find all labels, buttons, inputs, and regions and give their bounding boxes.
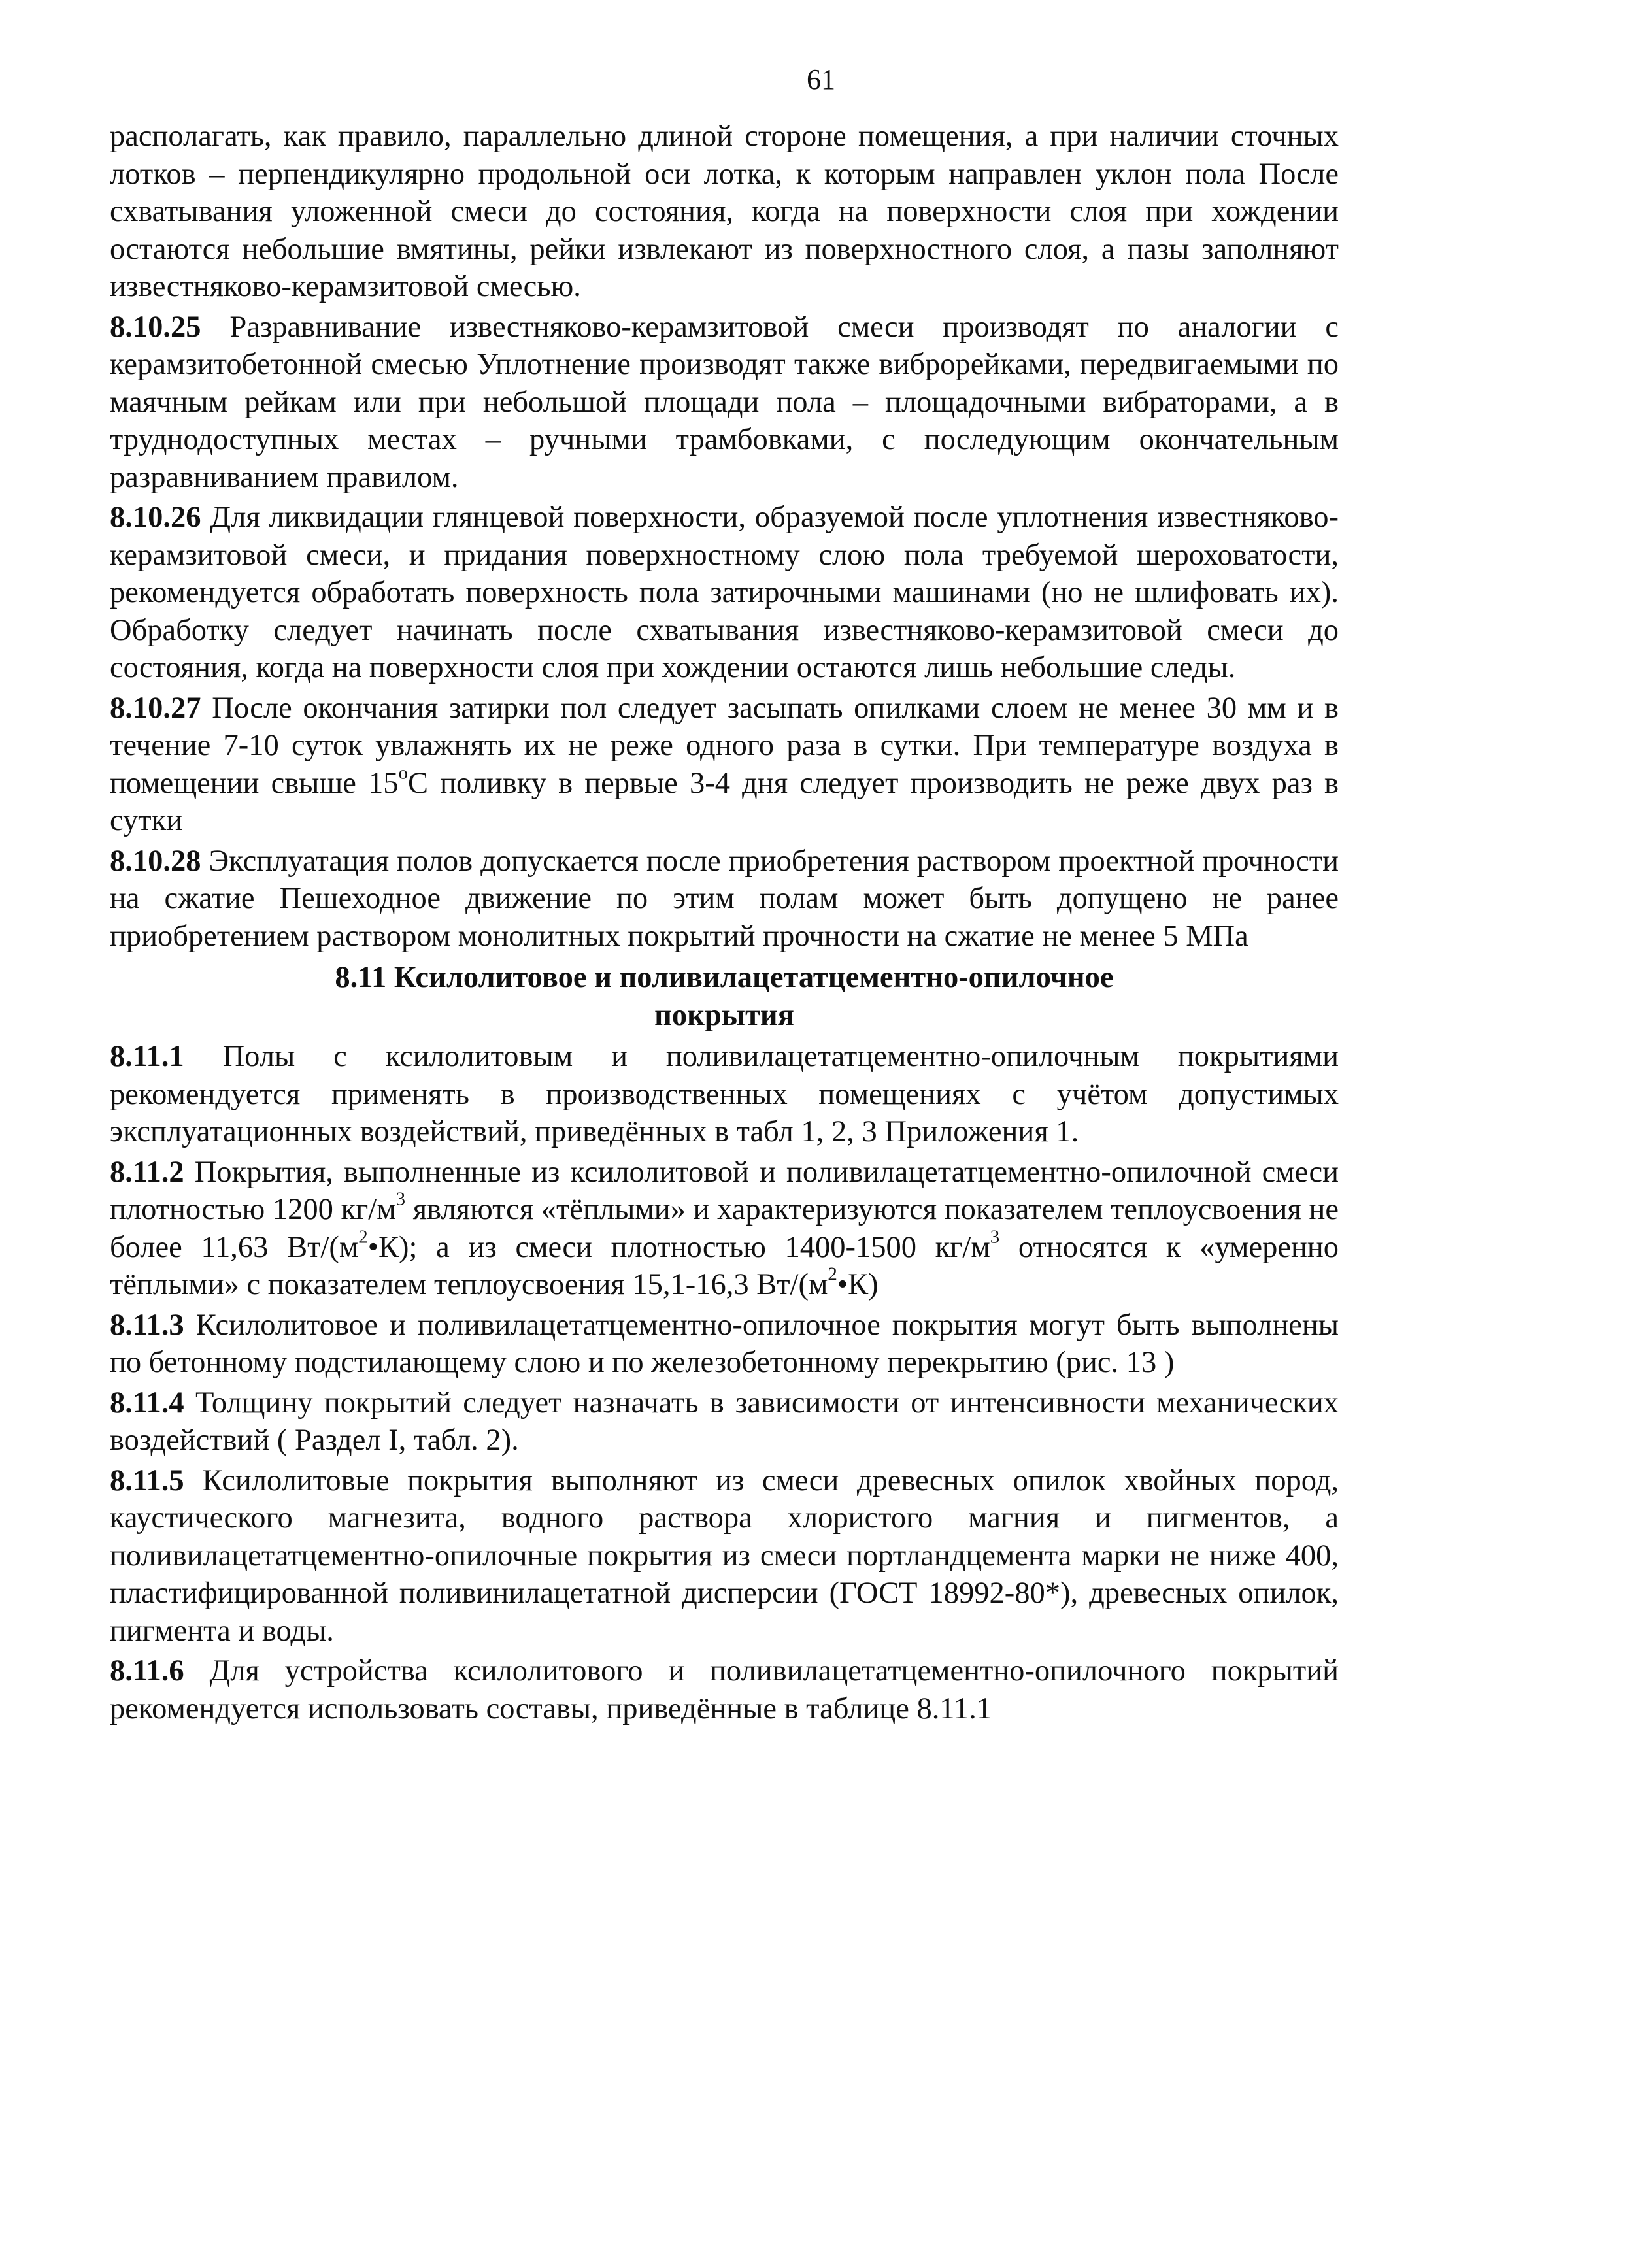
superscript: 2 bbox=[358, 1226, 368, 1247]
section-heading bbox=[110, 959, 1339, 1034]
paragraph-text: Толщину покрытий следует назначать в зависимости от интенсивности механических воздействий ( Раздел I, табл. 2). bbox=[110, 1386, 1339, 1457]
clause-number: 8.10.27 bbox=[110, 691, 201, 725]
superscript: 3 bbox=[395, 1188, 406, 1210]
clause-number: 8.11.1 bbox=[110, 1040, 184, 1073]
superscript: 3 bbox=[990, 1226, 1000, 1247]
paragraph-text: •К); а из смеси плотностью 1400-1500 кг/м bbox=[367, 1230, 990, 1264]
paragraph-text: •К) bbox=[837, 1268, 879, 1301]
paragraph-8-11-1 bbox=[110, 1038, 1339, 1151]
clause-number: 8.11.4 bbox=[110, 1386, 184, 1420]
paragraph-text: Для устройства ксилолитового и поливилацетатцементно-опилочного покрытий рекомендуется использовать составы, приведённые в таблице 8.11.1 bbox=[110, 1654, 1339, 1726]
paragraph-text: относятся к «умеренно тёплыми» с показателем теплоусвоения 15,1-16,3 Вт/(м bbox=[110, 1230, 1339, 1301]
paragraph-8-10-25 bbox=[110, 309, 1339, 497]
paragraph-text: Разравнивание известняково-керамзитовой смеси производят по аналогии с керамзитобетонной смесью Уплотнение производят также виброрейками, передвигаемыми по маячным рейкам или при небольшой площади пола – площадочными вибраторами, а в труднодоступных местах – ручными трамбовками, с последующим окончательным разравниванием правилом. bbox=[110, 310, 1339, 494]
paragraph-8-11-6 bbox=[110, 1652, 1339, 1727]
paragraph-text: Эксплуатация полов допускается после приобретения раствором проектной прочности на сжатие Пешеходное движение по этим полам может быть допущено не ранее приобретением раствором монолитных покрытий прочности на сжатие не менее 5 МПа bbox=[110, 844, 1339, 953]
superscript: 2 bbox=[828, 1263, 837, 1285]
paragraph-8-11-3 bbox=[110, 1307, 1339, 1382]
paragraph-text: Ксилолитовое и поливилацетатцементно-опилочное покрытия могут быть выполнены по бетонному подстилающему слою и по железобетонному перекрытию (рис. 13 ) bbox=[110, 1308, 1339, 1379]
paragraph-text: располагать, как правило, параллельно длиной стороне помещения, а при наличии сточных лотков – перпендикулярно продольной оси лотка, к которым направлен уклон пола После схватывания уложенной смеси до состояния, когда на поверхности слоя при хождении остаются небольшие вмятины, рейки извлекают из поверхностного слоя, а пазы заполняют известняково-керамзитовой смесью. bbox=[110, 120, 1339, 303]
clause-number: 8.10.26 bbox=[110, 501, 201, 534]
paragraph-8-11-4 bbox=[110, 1384, 1339, 1459]
paragraph-text: Покрытия, выполненные из ксилолитовой и поливилацетатцементно-опилочной смеси плотностью 1200 кг/м bbox=[110, 1155, 1339, 1226]
paragraph-8-10-26 bbox=[110, 499, 1339, 687]
page-number: 61 bbox=[807, 63, 835, 95]
clause-number: 8.11.2 bbox=[110, 1155, 184, 1189]
degree-superscript: o bbox=[398, 761, 408, 783]
paragraph-8-10-27 bbox=[110, 690, 1339, 840]
clause-number: 8.11.6 bbox=[110, 1654, 184, 1688]
paragraph-8-11-2 bbox=[110, 1154, 1339, 1304]
paragraph-text: С поливку в первые 3-4 дня следует производить не реже двух раз в сутки bbox=[110, 766, 1339, 837]
clause-number: 8.11.3 bbox=[110, 1308, 184, 1342]
clause-number: 8.11.5 bbox=[110, 1463, 184, 1497]
paragraph-text: Ксилолитовые покрытия выполняют из смеси древесных опилок хвойных пород, каустического магнезита, водного раствора хлористого магния и пигментов, а поливилацетатцементно-опилочные покрытия из смеси портландцемента марки не ниже 400, пластифицированной поливинилацетатной дисперсии (ГОСТ 18992-80*), древесных опилок, пигмента и воды. bbox=[110, 1463, 1339, 1648]
document-body bbox=[110, 118, 1339, 1730]
paragraph-text: Для ликвидации глянцевой поверхности, образуемой после уплотнения известняково-керамзитовой смеси, и придания поверхностному слою пола требуемой шероховатости, рекомендуется обработать поверхность пола затирочными машинами (но не шлифовать их). Обработку следует начинать после схватывания известняково-керамзитовой смеси до состояния, когда на поверхности слоя при хождении остаются лишь небольшие следы. bbox=[110, 501, 1339, 684]
paragraph-continuation bbox=[110, 118, 1339, 306]
clause-number: 8.10.28 bbox=[110, 844, 201, 878]
paragraph-8-10-28 bbox=[110, 842, 1339, 956]
paragraph-8-11-5 bbox=[110, 1462, 1339, 1650]
paragraph-text: Полы с ксилолитовым и поливилацетатцементно-опилочным покрытиями рекомендуется применять в производственных помещениях с учётом допустимых эксплуатационных воздействий, приведённых в табл 1, 2, 3 Приложения 1. bbox=[110, 1040, 1339, 1148]
paragraph-text: являются «тёплыми» и характеризуются показателем теплоусвоения не более 11,63 Вт/(м bbox=[110, 1193, 1339, 1264]
clause-number: 8.10.25 bbox=[110, 310, 201, 344]
section-heading-line: 8.11 Ксилолитовое и поливилацетатцементно-опилочное bbox=[335, 961, 1114, 994]
section-heading-line: покрытия bbox=[654, 998, 794, 1032]
paragraph-text: После окончания затирки пол следует засыпать опилками слоем не менее 30 мм и в течение 7-10 суток увлажнять их не реже одного раза в сутки. При температуре воздуха в помещении свыше 15 bbox=[110, 691, 1339, 800]
